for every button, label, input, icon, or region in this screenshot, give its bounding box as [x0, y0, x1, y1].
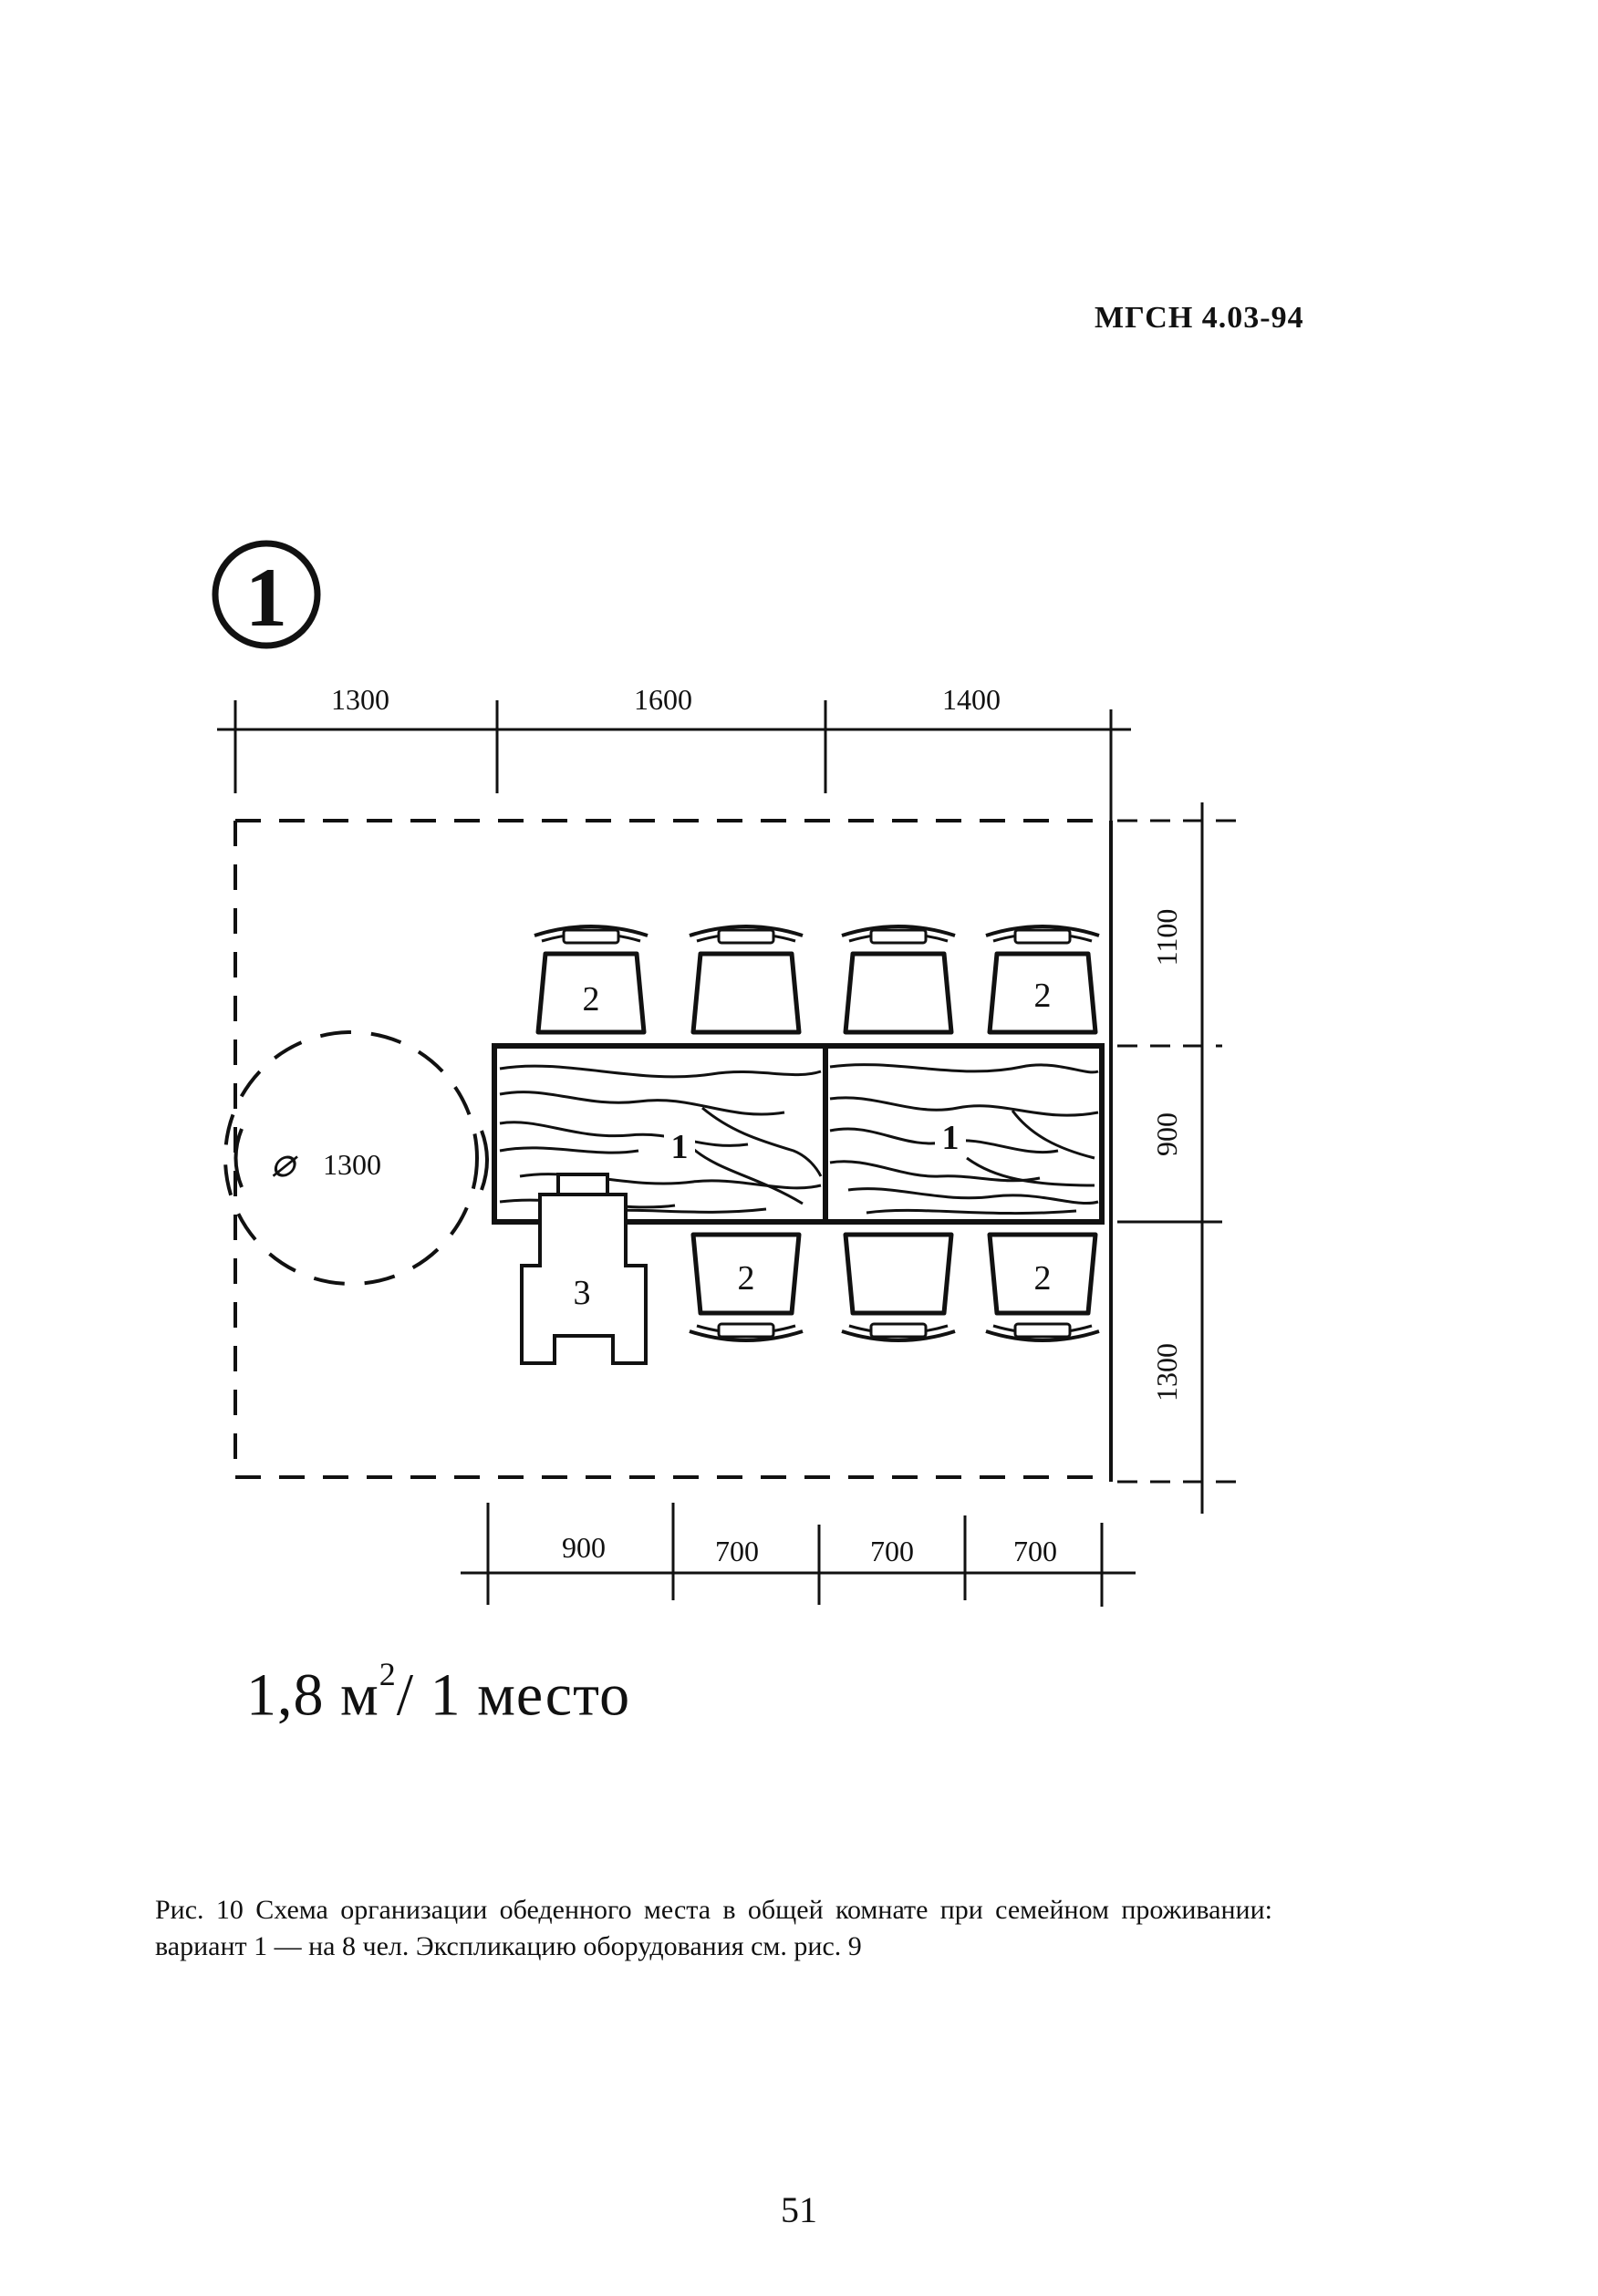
area-per-seat-note — [246, 1655, 630, 1730]
chair-bottom-2 — [842, 1235, 955, 1340]
area-unit-exponent: 2 — [379, 1656, 397, 1692]
dim-bottom-3: 700 — [870, 1535, 914, 1567]
high-chair-label: 3 — [573, 1274, 591, 1312]
table-label-right: 1 — [941, 1119, 960, 1157]
document-code: МГСН 4.03-94 — [1095, 301, 1304, 335]
dim-top-1: 1300 — [331, 683, 389, 716]
dim-right-3: 1300 — [1150, 1343, 1183, 1401]
chair-top-3 — [842, 926, 955, 1032]
chair-label-top-4: 2 — [1033, 977, 1052, 1015]
circle-dimension: 1300 — [323, 1148, 381, 1181]
clearance-circle-right-arc — [482, 1131, 487, 1190]
chair-label-bottom-1: 2 — [737, 1259, 755, 1298]
dim-right-2: 900 — [1150, 1112, 1183, 1156]
dim-right-1: 1100 — [1150, 908, 1183, 967]
chair-label-bottom-3: 2 — [1033, 1259, 1052, 1298]
top-dimension-line — [217, 700, 1131, 821]
table-label-left: 1 — [670, 1128, 689, 1166]
area-unit: м — [340, 1661, 379, 1729]
area-value: 1,8 — [246, 1661, 325, 1729]
area-suffix: / 1 место — [396, 1661, 631, 1729]
chair-label-top-1: 2 — [582, 980, 600, 1019]
dim-bottom-4: 700 — [1013, 1535, 1057, 1567]
dim-top-2: 1600 — [634, 683, 692, 716]
chair-top-2 — [690, 926, 803, 1032]
page-number: 51 — [781, 2189, 817, 2230]
variant-badge — [215, 543, 317, 646]
dim-bottom-2: 700 — [715, 1535, 759, 1567]
figure-caption: Рис. 10 Схема организации обеденного места в общей комнате при семейном проживании: вариант 1 — на 8 чел. Экспликацию оборудования см. рис. 9 — [155, 1895, 1272, 1961]
diameter-icon: ⌀ — [270, 1141, 296, 1185]
dim-top-3: 1400 — [942, 683, 1001, 716]
dim-bottom-1: 900 — [562, 1531, 606, 1564]
high-chair — [522, 1174, 646, 1363]
variant-badge-number: 1 — [245, 551, 287, 644]
